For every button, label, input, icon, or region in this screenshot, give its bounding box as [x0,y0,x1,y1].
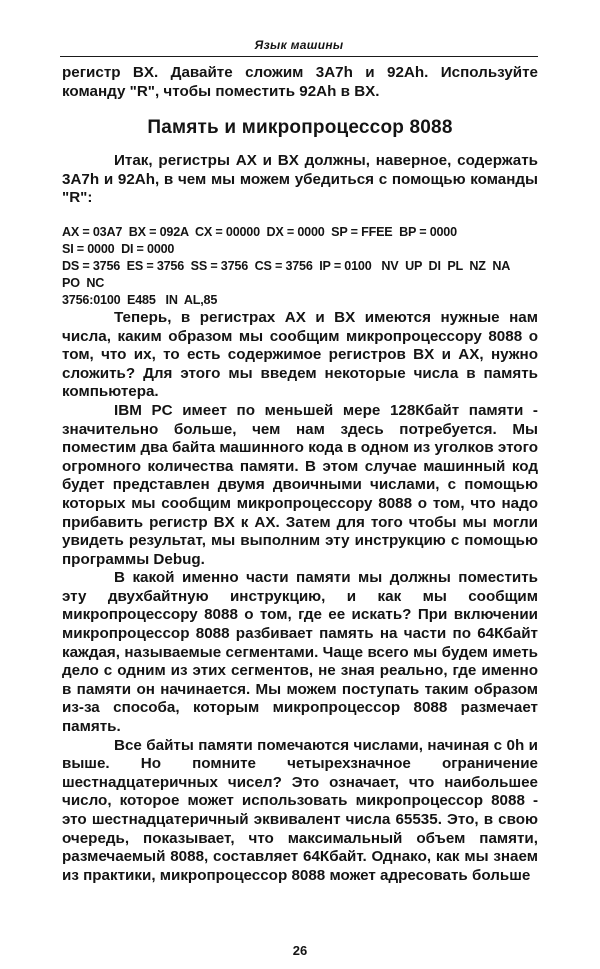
register-dump [62,224,538,309]
register-dump-line: PO NC [62,275,105,290]
paragraph: IBM PC имеет по меньшей мере 128Кбайт памяти - значительно больше, чем нам здесь потребуется. Мы поместим два байта машинного кода в одном из уголков этого огромного количества памяти. В этом случае машинный код будет представлен двумя двоичными числами, с помощью которых мы сообщим микропроцессору 8088 о том, что надо прибавить регистр BX к AX. Затем для того чтобы мы могли увидеть результат, мы выполним эту инструкцию с помощью программы Debug. [62,401,538,568]
header-rule [60,56,538,57]
register-dump-line: SI = 0000 DI = 0000 [62,241,175,256]
paragraph: Все байты памяти помечаются числами, начиная с 0h и выше. Но помните четырехзначное ограничение шестнадцатеричных чисел? Это означает, что наибольшее число, которое может использовать микропроцессор 8088 - это шестнадцатеричный эквивалент числа 65535. Это, в свою очередь, показывает, что максимальный объем памяти, размечаемый 8088, составляет 64Кбайт. Однако, как мы знаем из практики, микропроцессор 8088 может адресовать больше [62,736,538,884]
section-heading: Память и микропроцессор 8088 [147,117,453,139]
paragraph: Итак, регистры AX и BX должны, наверное, содержать 3A7h и 92Ah, в чем мы можем убедиться с помощью команды "R": [62,152,538,207]
running-head: Язык машины [254,38,344,52]
register-dump-line: 3756:0100 E485 IN AL,85 [62,292,218,307]
page-body [62,64,538,885]
intro-paragraph: регистр BX. Давайте сложим 3A7h и 92Ah. Используйте команду "R", чтобы поместить 92Ah в BX. [62,64,538,100]
register-dump-line: AX = 03A7 BX = 092A CX = 00000 DX = 0000 SP = FFEE BP = 0000 [62,224,457,239]
page-number: 26 [292,943,308,958]
register-dump-line: DS = 3756 ES = 3756 SS = 3756 CS = 3756 IP = 0100 NV UP DI PL NZ NA [62,258,511,273]
paragraph: Теперь, в регистрах AX и BX имеются нужные нам числа, каким образом мы сообщим микропроцессору 8088 о том, что их, то есть содержимое регистров BX и AX, нужно сложить? Для этого мы введем некоторые числа в память компьютера. [62,308,538,401]
paragraph: В какой именно части памяти мы должны поместить эту двухбайтную инструкцию, и как мы сообщим микропроцессору 8088 о том, где ее искать? При включении микропроцессор 8088 разбивает память на части по 64Кбайт каждая, называемые сегментами. Чаще всего мы будем иметь дело с одним из этих сегментов, не зная реально, где именно в памяти он начинается. Мы можем поступать таким образом из-за способа, которым микропроцессор 8088 размечает память. [62,569,538,736]
